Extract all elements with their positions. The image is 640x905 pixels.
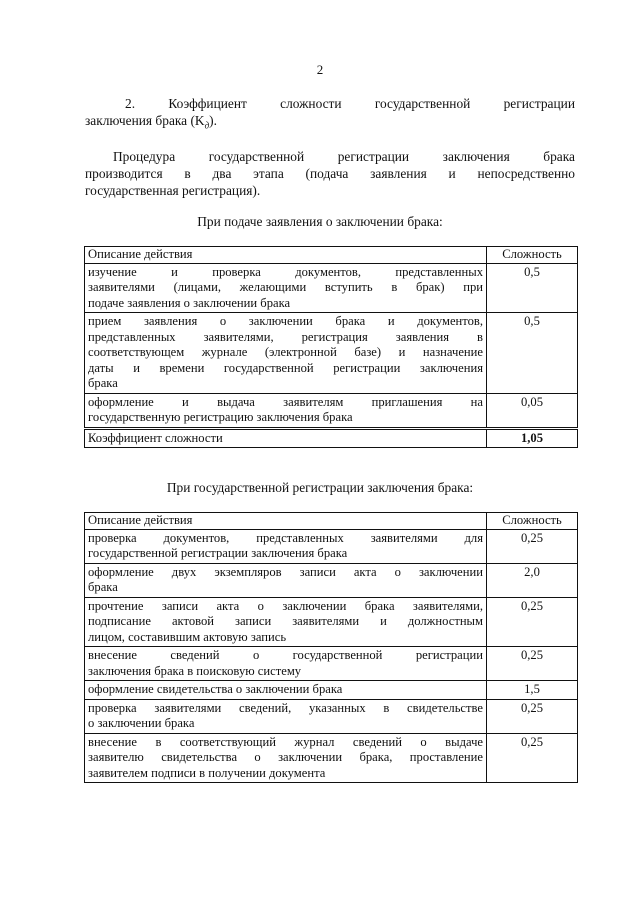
total-label: Коэффициент сложности [85, 428, 487, 448]
row-description: оформление свидетельства о заключении брака [85, 681, 487, 700]
table-row [85, 263, 578, 313]
row-description: изучение и проверка документов, представленных заявителями (лицами, желающими вступить в брак) при подаче заявления о заключении брака [85, 263, 487, 313]
page-number: 2 [316, 62, 324, 77]
row-description: оформление и выдача заявителям приглашения на государственную регистрацию заключения брака [85, 393, 487, 428]
table-row [85, 597, 578, 647]
table-row [85, 393, 578, 428]
table-row [85, 529, 578, 563]
header-complexity: Сложность [487, 247, 578, 264]
row-description: внесение в соответствующий журнал сведений о выдаче заявителю свидетельства о заключении брака, проставление заявителем подписи в получении документа [85, 733, 487, 783]
table-header-row [85, 247, 578, 264]
row-value: 0,25 [487, 699, 578, 733]
table-registration-stage [84, 512, 578, 783]
row-description: внесение сведений о государственной регистрации заключения брака в поисковую систему [85, 647, 487, 681]
row-value: 0,25 [487, 733, 578, 783]
procedure-paragraph [85, 148, 575, 199]
header-description: Описание действия [85, 513, 487, 530]
row-value: 2,0 [487, 563, 578, 597]
row-value: 0,05 [487, 393, 578, 428]
total-value: 1,05 [487, 428, 578, 448]
table-row [85, 313, 578, 394]
procedure-line-2: производится в два этапа (подача заявления и непосредственно [85, 166, 575, 181]
procedure-line-1: Процедура государственной регистрации заключения брака [113, 149, 575, 164]
table-1-caption: При подаче заявления о заключении брака: [197, 214, 443, 229]
row-value: 0,5 [487, 313, 578, 394]
row-value: 1,5 [487, 681, 578, 700]
procedure-line-3: государственная регистрация). [85, 183, 261, 198]
table-2-caption: При государственной регистрации заключения брака: [166, 480, 474, 495]
row-description: оформление двух экземпляров записи акта о заключении брака [85, 563, 487, 597]
section-2-line-1: 2. Коэффициент сложности государственной регистрации [125, 96, 575, 111]
table-application-stage [84, 246, 578, 448]
row-description: проверка документов, представленных заявителями для государственной регистрации заключения брака [85, 529, 487, 563]
table-row [85, 733, 578, 783]
row-value: 0,5 [487, 263, 578, 313]
formula-subscript: д [204, 120, 210, 131]
header-complexity: Сложность [487, 513, 578, 530]
table-total-row [85, 428, 578, 448]
row-value: 0,25 [487, 647, 578, 681]
table-row [85, 647, 578, 681]
table-row [85, 681, 578, 700]
row-description: прочтение записи акта о заключении брака заявителями, подписание актовой записи заявителями и должностным лицом, составившим актовую запись [85, 597, 487, 647]
section-2-line-2: заключения брака $(K_д)$. [85, 113, 217, 131]
section-2-heading [85, 95, 575, 135]
table-row [85, 563, 578, 597]
table-header-row [85, 513, 578, 530]
row-description: прием заявления о заключении брака и документов, представленных заявителями, регистрация заявления в соответствующем журнале (электронной базе) и назначение даты и времени государственной регистрации заключения брака [85, 313, 487, 394]
row-value: 0,25 [487, 597, 578, 647]
table-row [85, 699, 578, 733]
row-value: 0,25 [487, 529, 578, 563]
row-description: проверка заявителями сведений, указанных в свидетельстве о заключении брака [85, 699, 487, 733]
header-description: Описание действия [85, 247, 487, 264]
